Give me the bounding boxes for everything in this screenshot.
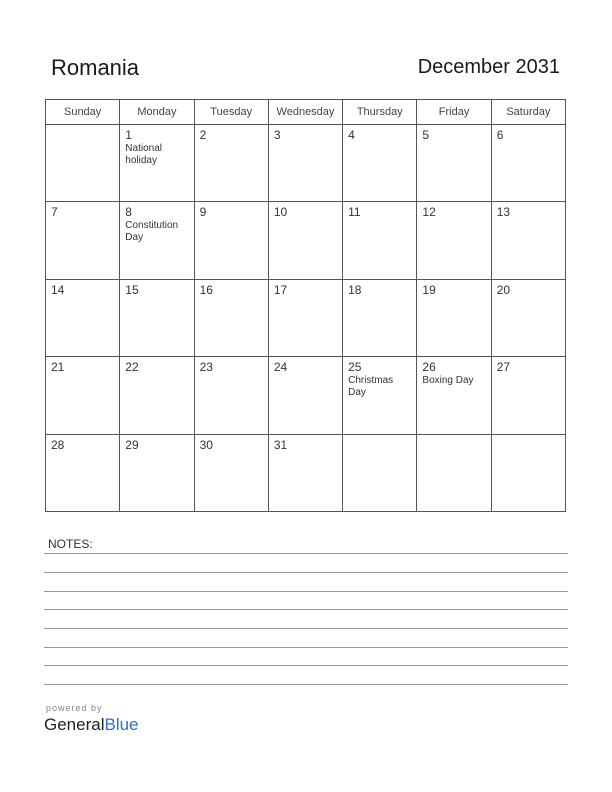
day-number: 11: [348, 205, 361, 220]
day-number: 9: [199, 205, 207, 220]
day-number: 22: [125, 360, 139, 375]
day-cell: [417, 202, 491, 279]
note-line: [44, 609, 568, 610]
day-number: 20: [496, 282, 511, 297]
day-cell: [491, 357, 565, 434]
weekday-header-row: [46, 100, 566, 125]
weekday-header: Saturday: [491, 100, 565, 125]
week-row: [46, 434, 566, 511]
week-row: [46, 357, 566, 434]
day-cell: [268, 202, 342, 279]
day-cell: [491, 202, 565, 279]
day-cell: [343, 279, 417, 356]
day-cell: [343, 125, 417, 202]
day-cell: [268, 434, 342, 511]
day-cell: [46, 357, 120, 434]
day-number: 15: [125, 282, 139, 297]
weekday-header: Sunday: [46, 100, 120, 125]
day-cell: [120, 202, 194, 279]
weekday-header: Tuesday: [194, 100, 268, 125]
holiday-label: Constitution Day: [125, 220, 179, 244]
country-title: Romania: [51, 55, 140, 80]
day-number: 24: [273, 360, 288, 375]
day-number: 17: [273, 282, 288, 297]
day-cell: [46, 202, 120, 279]
note-line: [44, 572, 568, 573]
day-number: 25: [348, 360, 362, 375]
day-cell: [194, 202, 268, 279]
day-cell: [343, 434, 417, 511]
note-line: [44, 665, 568, 666]
day-cell: [120, 279, 194, 356]
day-number: 7: [51, 205, 58, 220]
day-cell: [268, 279, 342, 356]
day-number: 2: [199, 128, 207, 142]
day-cell: [46, 279, 120, 356]
day-number: 29: [125, 437, 139, 452]
day-cell: [417, 279, 491, 356]
note-line: [44, 553, 568, 554]
week-row: [46, 279, 566, 356]
day-number: 23: [199, 360, 213, 375]
day-number: 27: [496, 360, 511, 375]
day-number: 31: [273, 437, 288, 452]
note-line: [44, 647, 568, 648]
day-number: 28: [51, 437, 65, 452]
note-line: [44, 591, 568, 592]
day-cell: [268, 125, 342, 202]
day-cell: [417, 125, 491, 202]
holiday-label: National holiday: [125, 143, 162, 166]
day-cell: [417, 357, 491, 434]
day-cell: [343, 357, 417, 434]
holiday-label: Boxing Day: [422, 375, 474, 387]
weekday-header: Friday: [417, 100, 491, 125]
day-cell: [194, 279, 268, 356]
week-row: [46, 125, 566, 202]
day-number: 3: [273, 128, 281, 142]
powered-by-text: powered by: [46, 703, 103, 713]
day-number: 10: [273, 205, 288, 220]
day-cell: [417, 434, 491, 511]
weekday-header: Wednesday: [268, 100, 342, 125]
day-cell: [120, 357, 194, 434]
day-number: 21: [51, 360, 65, 375]
brand-blue: Blue: [104, 715, 139, 734]
day-number: 1: [125, 128, 132, 142]
day-cell: [46, 125, 120, 202]
holiday-label: Christmas Day: [348, 375, 394, 399]
generalblue-logo: [44, 715, 139, 735]
day-cell: [343, 202, 417, 279]
day-cell: [491, 434, 565, 511]
note-line: [44, 684, 568, 685]
day-cell: [46, 434, 120, 511]
day-number: 30: [199, 437, 213, 452]
day-number: 4: [348, 128, 355, 142]
day-number: 14: [51, 282, 65, 297]
notes-label: NOTES:: [48, 537, 93, 551]
day-number: 26: [422, 360, 436, 375]
day-number: 12: [422, 205, 436, 220]
day-number: 8: [125, 205, 132, 220]
calendar-grid: [45, 99, 566, 512]
note-line: [44, 628, 568, 629]
weekday-header: Thursday: [343, 100, 417, 125]
day-cell: [120, 125, 194, 202]
day-cell: [491, 279, 565, 356]
day-cell: [194, 125, 268, 202]
week-row: [46, 202, 566, 279]
day-cell: [120, 434, 194, 511]
day-cell: [491, 125, 565, 202]
day-number: 18: [348, 282, 362, 297]
day-number: 5: [422, 128, 430, 142]
brand-general: General: [44, 715, 105, 734]
day-cell: [194, 357, 268, 434]
day-cell: [194, 434, 268, 511]
brand-logo: [44, 703, 139, 735]
day-number: 16: [199, 282, 213, 297]
weekday-header: Monday: [120, 100, 194, 125]
day-number: 6: [496, 128, 504, 142]
day-number: 13: [496, 205, 511, 220]
day-cell: [268, 357, 342, 434]
month-year-title: December 2031: [417, 56, 560, 78]
day-number: 19: [422, 282, 436, 297]
